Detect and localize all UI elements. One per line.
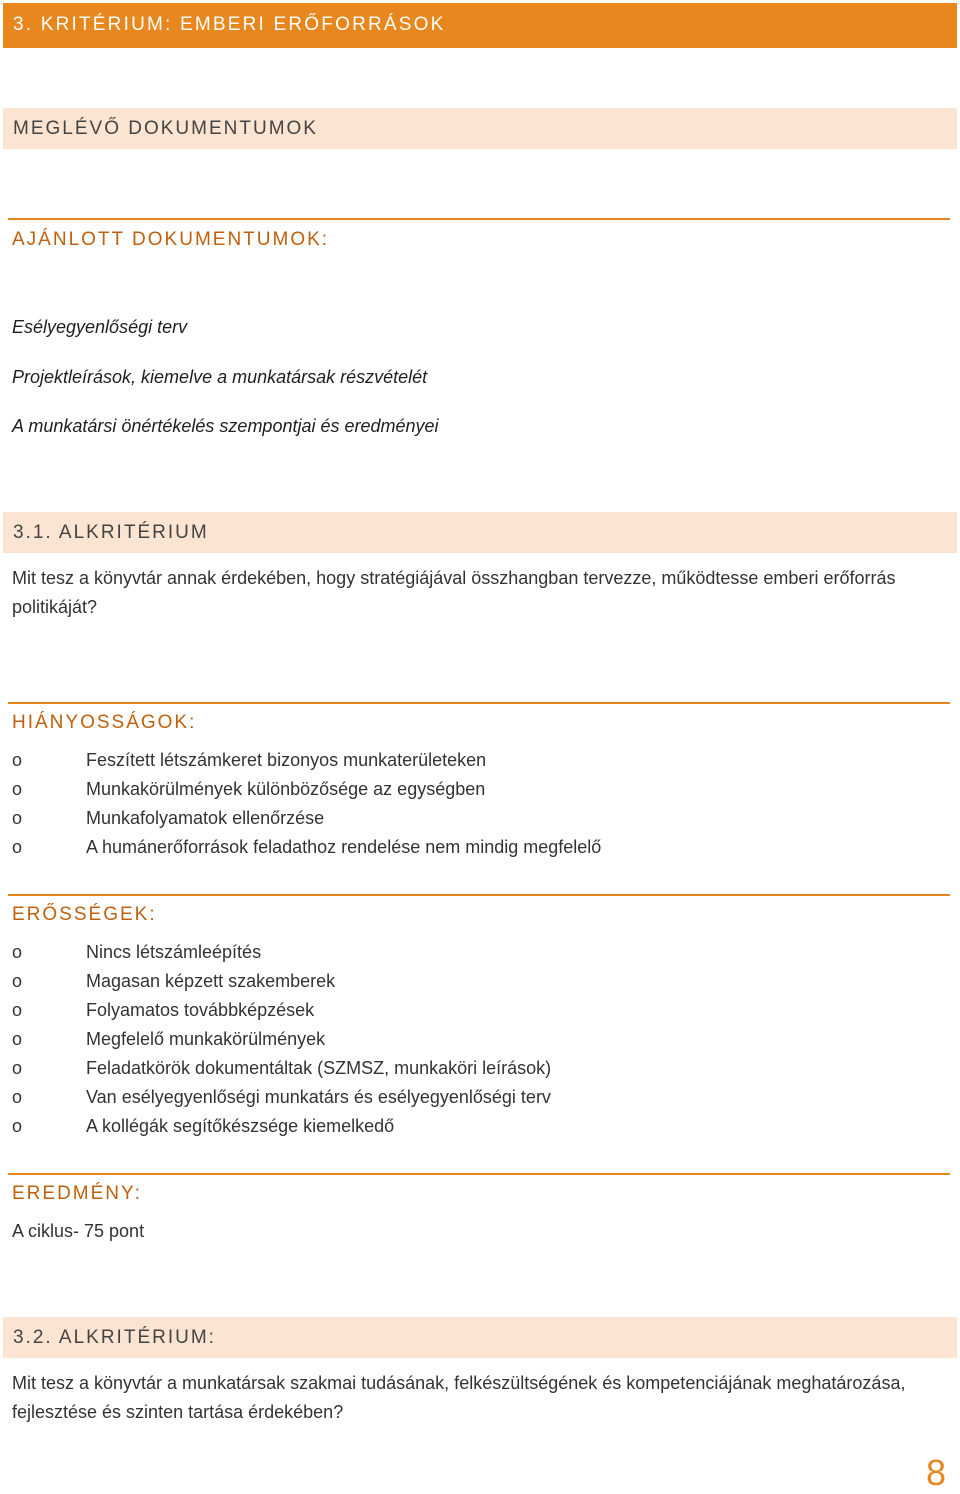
- section-divider: [8, 894, 950, 896]
- list-item: Feszített létszámkeret bizonyos munkaterületeken: [86, 750, 487, 770]
- list-bullet: o: [12, 971, 23, 991]
- page-number: 8: [926, 1452, 947, 1493]
- list-item: Nincs létszámleépítés: [86, 942, 262, 962]
- list-item: Megfelelő munkakörülmények: [86, 1029, 326, 1049]
- subcriterion-title: 3.1. ALKRITÉRIUM: [13, 522, 209, 543]
- subcriterion-title: 3.2. ALKRITÉRIUM:: [13, 1327, 216, 1348]
- list-bullet: o: [12, 942, 23, 962]
- list-bullet: o: [12, 1116, 23, 1136]
- section-divider: [8, 218, 950, 220]
- list-item: Folyamatos továbbképzések: [86, 1000, 315, 1020]
- criterion-header: [3, 3, 957, 48]
- list-item: Feladatkörök dokumentáltak (SZMSZ, munkaköri leírások): [86, 1058, 552, 1078]
- subcriterion-question: Mit tesz a könyvtár annak érdekében, hogy stratégiájával összhangban tervezze, működtesse emberi erőforrás: [12, 568, 896, 588]
- strengths-title: ERŐSSÉGEK:: [12, 904, 157, 925]
- recommended-docs-title: AJÁNLOTT DOKUMENTUMOK:: [12, 229, 330, 250]
- subcriterion-band: [3, 1317, 957, 1358]
- subcriterion-band: [3, 512, 957, 553]
- list-bullet: o: [12, 1087, 23, 1107]
- list-bullet: o: [12, 779, 23, 799]
- recommended-doc-item: Esélyegyenlőségi terv: [12, 317, 188, 337]
- list-bullet: o: [12, 1000, 23, 1020]
- list-item: Magasan képzett szakemberek: [86, 971, 336, 991]
- recommended-doc-item: A munkatársi önértékelés szempontjai és eredményei: [12, 416, 439, 436]
- result-title: EREDMÉNY:: [12, 1183, 142, 1204]
- result-value: A ciklus- 75 pont: [12, 1221, 145, 1241]
- list-bullet: o: [12, 837, 23, 857]
- list-bullet: o: [12, 750, 23, 770]
- recommended-doc-item: Projektleírások, kiemelve a munkatársak részvételét: [12, 367, 428, 387]
- list-bullet: o: [12, 1058, 23, 1078]
- subcriterion-question-cont: fejlesztése és szinten tartása érdekében?: [12, 1402, 344, 1422]
- list-item: Munkakörülmények különbözősége az egységben: [86, 779, 486, 799]
- list-bullet: o: [12, 1029, 23, 1049]
- weaknesses-title: HIÁNYOSSÁGOK:: [12, 712, 197, 733]
- list-item: Van esélyegyenlőségi munkatárs és esélyegyenlőségi terv: [86, 1087, 551, 1107]
- existing-docs-band: [3, 108, 957, 149]
- list-item: A kollégák segítőkészsége kiemelkedő: [86, 1116, 395, 1136]
- subcriterion-question-cont: politikáját?: [12, 597, 98, 617]
- list-item: Munkafolyamatok ellenőrzése: [86, 808, 325, 828]
- section-divider: [8, 702, 950, 704]
- list-item: A humánerőforrások feladathoz rendelése nem mindig megfelelő: [86, 837, 602, 857]
- subcriterion-question: Mit tesz a könyvtár a munkatársak szakmai tudásának, felkészültségének és kompetenciájának meghatározása,: [12, 1373, 906, 1393]
- criterion-title: 3. KRITÉRIUM: EMBERI ERŐFORRÁSOK: [13, 14, 446, 35]
- existing-docs-title: MEGLÉVŐ DOKUMENTUMOK: [13, 118, 318, 139]
- section-divider: [8, 1173, 950, 1175]
- list-bullet: o: [12, 808, 23, 828]
